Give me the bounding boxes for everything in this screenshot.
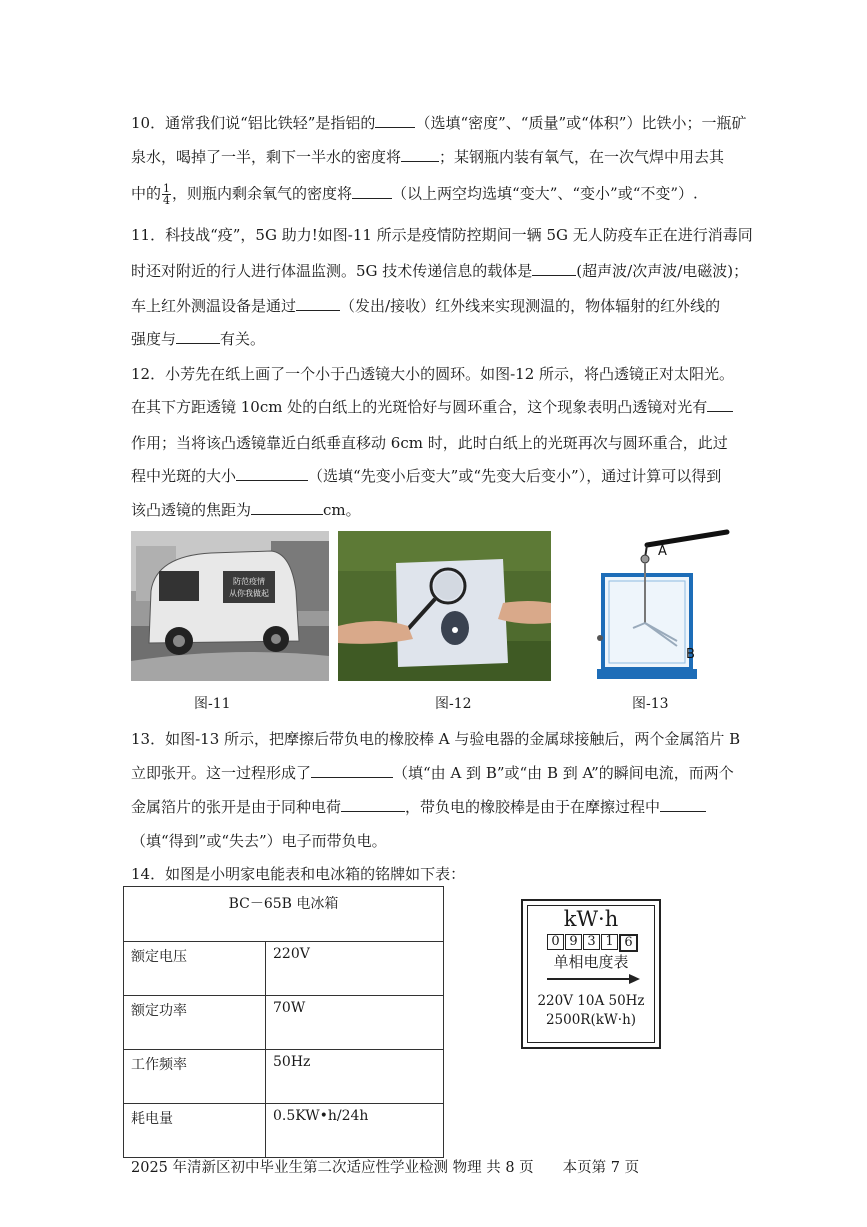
spec-value: 70W <box>266 996 444 1050</box>
spec-label: 工作频率 <box>124 1050 266 1104</box>
q12-line-2: 在其下方距透镜 10cm 处的白纸上的光斑恰好与圆环重合，这个现象表明凸透镜对光有 <box>131 397 733 417</box>
q10-blank-3[interactable] <box>352 184 392 199</box>
q13-line-4: （填“得到”或“失去”）电子而带负电。 <box>131 832 387 850</box>
fig11-vehicle-photo <box>131 531 329 681</box>
q10-blank-2[interactable] <box>401 147 439 162</box>
q11-line-4: 强度与 有关。 <box>131 330 266 348</box>
q12-line-4: 程中光斑的大小 （选填“先变小后变大”或“先变大后变小”），通过计算可以得到 <box>131 467 722 485</box>
energy-meter <box>521 899 661 1049</box>
spec-label: 耗电量 <box>124 1104 266 1158</box>
table-row <box>124 942 444 996</box>
q11-blank-3[interactable] <box>176 329 220 344</box>
q10-line-3: 中的 $\frac{1}{4}$ ，则瓶内剩余氧气的密度将 （以上两空均选填“变大”、“变小”或“不变”）. <box>131 182 698 207</box>
fridge-nameplate-table <box>123 886 444 1158</box>
q13-line-1: 13．如图-13 所示，把摩擦后带负电的橡胶棒 A 与验电器的金属球接触后，两个金属箔片 B <box>131 730 741 748</box>
fig12-caption: 图-12 <box>435 696 472 712</box>
q12-blank-3[interactable] <box>251 500 323 515</box>
fig13-label-b: B <box>686 647 695 662</box>
table-row <box>124 996 444 1050</box>
q12-blank-2[interactable] <box>236 466 308 481</box>
spec-label: 额定功率 <box>124 996 266 1050</box>
q11-blank-2[interactable] <box>296 296 340 311</box>
spec-value: 50Hz <box>266 1050 444 1104</box>
q13-blank-1[interactable] <box>311 763 393 778</box>
meter-digit: 0 <box>547 934 564 950</box>
q10-line-2: 泉水，喝掉了一半，剩下一半水的密度将 ；某钢瓶内装有氧气，在一次气焊中用去其 <box>131 148 725 166</box>
meter-spec-2: 2500R(kW·h) <box>545 1012 637 1028</box>
q10-blank-1[interactable] <box>375 113 415 128</box>
q11-line-2: 时还对附近的行人进行体温监测。5G 技术传递信息的载体是 (超声波/次声波/电磁波)； <box>131 262 749 280</box>
fig11-sign-line-1: 防范疫情 <box>233 577 265 586</box>
fig11-sign-line-2: 从你我做起 <box>229 589 269 598</box>
q13-blank-3[interactable] <box>660 797 706 812</box>
meter-name: 单相电度表 <box>553 953 629 971</box>
q13-line-2: 立即张开。这一过程形成了 （填“由 A 到 B”或“由 B 到 A”的瞬间电流，而两个 <box>131 764 734 782</box>
meter-digit: 1 <box>601 934 618 950</box>
meter-digit-decimal: 6 <box>619 934 638 952</box>
meter-spec-1: 220V 10A 50Hz <box>537 993 645 1009</box>
meter-digit: 3 <box>583 934 600 950</box>
fig13-electroscope <box>585 528 730 684</box>
q12-line-1: 12．小芳先在纸上画了一个小于凸透镜大小的圆环。如图-12 所示，将凸透镜正对太阳光。 <box>131 365 735 383</box>
spec-label: 额定电压 <box>124 942 266 996</box>
fraction-one-quarter: $\frac{1}{4}$ <box>163 182 171 207</box>
q12-blank-1[interactable] <box>707 397 733 412</box>
meter-unit: kW·h <box>563 907 619 931</box>
q14-intro: 14．如图是小明家电能表和电冰箱的铭牌如下表： <box>131 865 466 883</box>
q13-blank-2[interactable] <box>341 797 405 812</box>
fig12-lens-photo <box>338 531 551 681</box>
table-row <box>124 1050 444 1104</box>
fig11-caption: 图-11 <box>194 696 231 712</box>
fig13-label-a: A <box>658 544 667 559</box>
q10-line-1: 10．通常我们说“铝比铁轻”是指铝的 （选填“密度”、“质量”或“体积”）比铁小；一瓶矿 <box>131 114 747 132</box>
q11-line-3: 车上红外测温设备是通过 （发出/接收）红外线来实现测温的，物体辐射的红外线的 <box>131 297 721 315</box>
rotation-arrow-icon <box>545 973 641 985</box>
fridge-table-title: BC－65B 电冰箱 <box>124 887 444 942</box>
fig13-caption: 图-13 <box>632 696 669 712</box>
meter-digits <box>547 934 638 952</box>
q11-blank-1[interactable] <box>532 261 576 276</box>
q11-line-1: 11．科技战“疫”，5G 助力!如图-11 所示是疫情防控期间一辆 5G 无人防疫车正在进行消毒同 <box>131 226 753 244</box>
q12-line-3: 作用；当将该凸透镜靠近白纸垂直移动 6cm 时，此时白纸上的光斑再次与圆环重合，此过 <box>131 434 728 452</box>
q13-line-3: 金属箔片的张开是由于同种电荷 ，带负电的橡胶棒是由于在摩擦过程中 <box>131 797 706 817</box>
page-footer: 2025 年清新区初中毕业生第二次适应性学业检测 物理 共 8 页 本页第 7 页 <box>131 1160 640 1176</box>
q12-line-5: 该凸透镜的焦距为 cm。 <box>131 501 361 519</box>
table-row <box>124 1104 444 1158</box>
spec-value: 0.5KW•h/24h <box>266 1104 444 1158</box>
meter-digit: 9 <box>565 934 582 950</box>
spec-value: 220V <box>266 942 444 996</box>
